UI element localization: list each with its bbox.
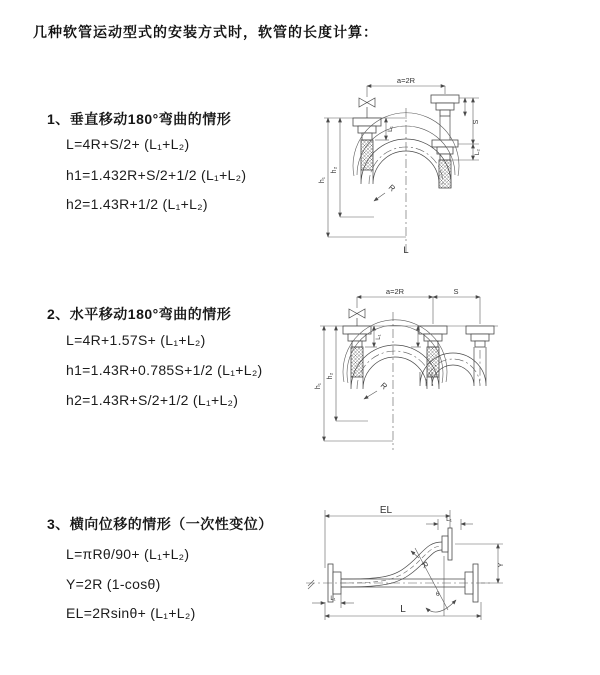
section-3-formula-EL: EL=2Rsinθ+ (L₁+L₂) xyxy=(66,605,196,621)
dim-label-radius: R xyxy=(378,380,389,392)
section-2-formula-h1: h1=1.43R+0.785S+1/2 (L₁+L₂) xyxy=(66,362,263,378)
dim-label-l1-bottom: L₁ xyxy=(330,596,336,602)
section-1-formula-L: L=4R+S/2+ (L₁+L₂) xyxy=(66,136,190,152)
dim-label-el: EL xyxy=(379,505,393,516)
dim-label-l1-top: L₁ xyxy=(446,516,452,523)
centerline-break-mark xyxy=(308,580,314,589)
section-2-formula-L: L=4R+1.57S+ (L₁+L₂) xyxy=(66,332,206,348)
braided-hose-section xyxy=(351,347,363,377)
dim-label-a2r: a=2R xyxy=(385,287,405,296)
page-title: 几种软管运动型式的安装方式时，软管的长度计算： xyxy=(33,24,378,40)
dim-label-theta: θ xyxy=(436,591,440,598)
section-3-formula-Y: Y=2R (1-cosθ) xyxy=(66,576,161,592)
diagram-vertical-180-bend xyxy=(312,72,597,267)
section-1-formula-h1: h1=1.432R+S/2+1/2 (L₁+L₂) xyxy=(66,167,247,183)
section-1-formula-h2: h2=1.43R+1/2 (L₁+L₂) xyxy=(66,196,208,212)
dim-label-s: S xyxy=(473,119,480,125)
valve-icon xyxy=(349,309,365,318)
section-3-heading: 3、横向位移的情形（一次性变位） xyxy=(47,516,273,532)
dim-label-l2: L₂ xyxy=(474,148,481,156)
dim-label-y: Y xyxy=(498,562,505,568)
left-pipe-fitting xyxy=(353,118,381,170)
dim-label-radius: R xyxy=(419,559,431,570)
dim-label-h2: h₂ xyxy=(327,372,334,380)
shifted-pipe-fitting xyxy=(466,326,494,347)
moved-end-flange xyxy=(442,528,452,560)
dim-label-radius: R xyxy=(386,182,397,194)
dim-label-a2r: a=2R xyxy=(396,76,416,85)
braided-hose-section xyxy=(439,160,451,188)
dim-label-h1: h₁ xyxy=(315,382,322,390)
dim-label-s: S xyxy=(453,287,459,296)
diagram-lateral-displacement xyxy=(298,498,598,653)
section-2-heading: 2、水平移动180°弯曲的情形 xyxy=(47,306,232,322)
section-1-heading: 1、垂直移动180°弯曲的情形 xyxy=(47,111,232,127)
dim-label-l1: L₁ xyxy=(376,334,382,340)
section-2-formula-h2: h2=1.43R+S/2+1/2 (L₁+L₂) xyxy=(66,392,239,408)
section-3-formula-L: L=πRθ/90+ (L₁+L₂) xyxy=(66,546,190,562)
dim-label-h2: h₂ xyxy=(331,166,338,174)
diagram-horizontal-180-bend xyxy=(310,282,600,477)
dim-label-length: L xyxy=(400,604,406,615)
dim-label-l1: L₁ xyxy=(387,126,394,132)
dim-label-h1: h₁ xyxy=(319,176,326,184)
dim-label-length: L xyxy=(403,245,409,256)
valve-icon xyxy=(359,98,375,107)
